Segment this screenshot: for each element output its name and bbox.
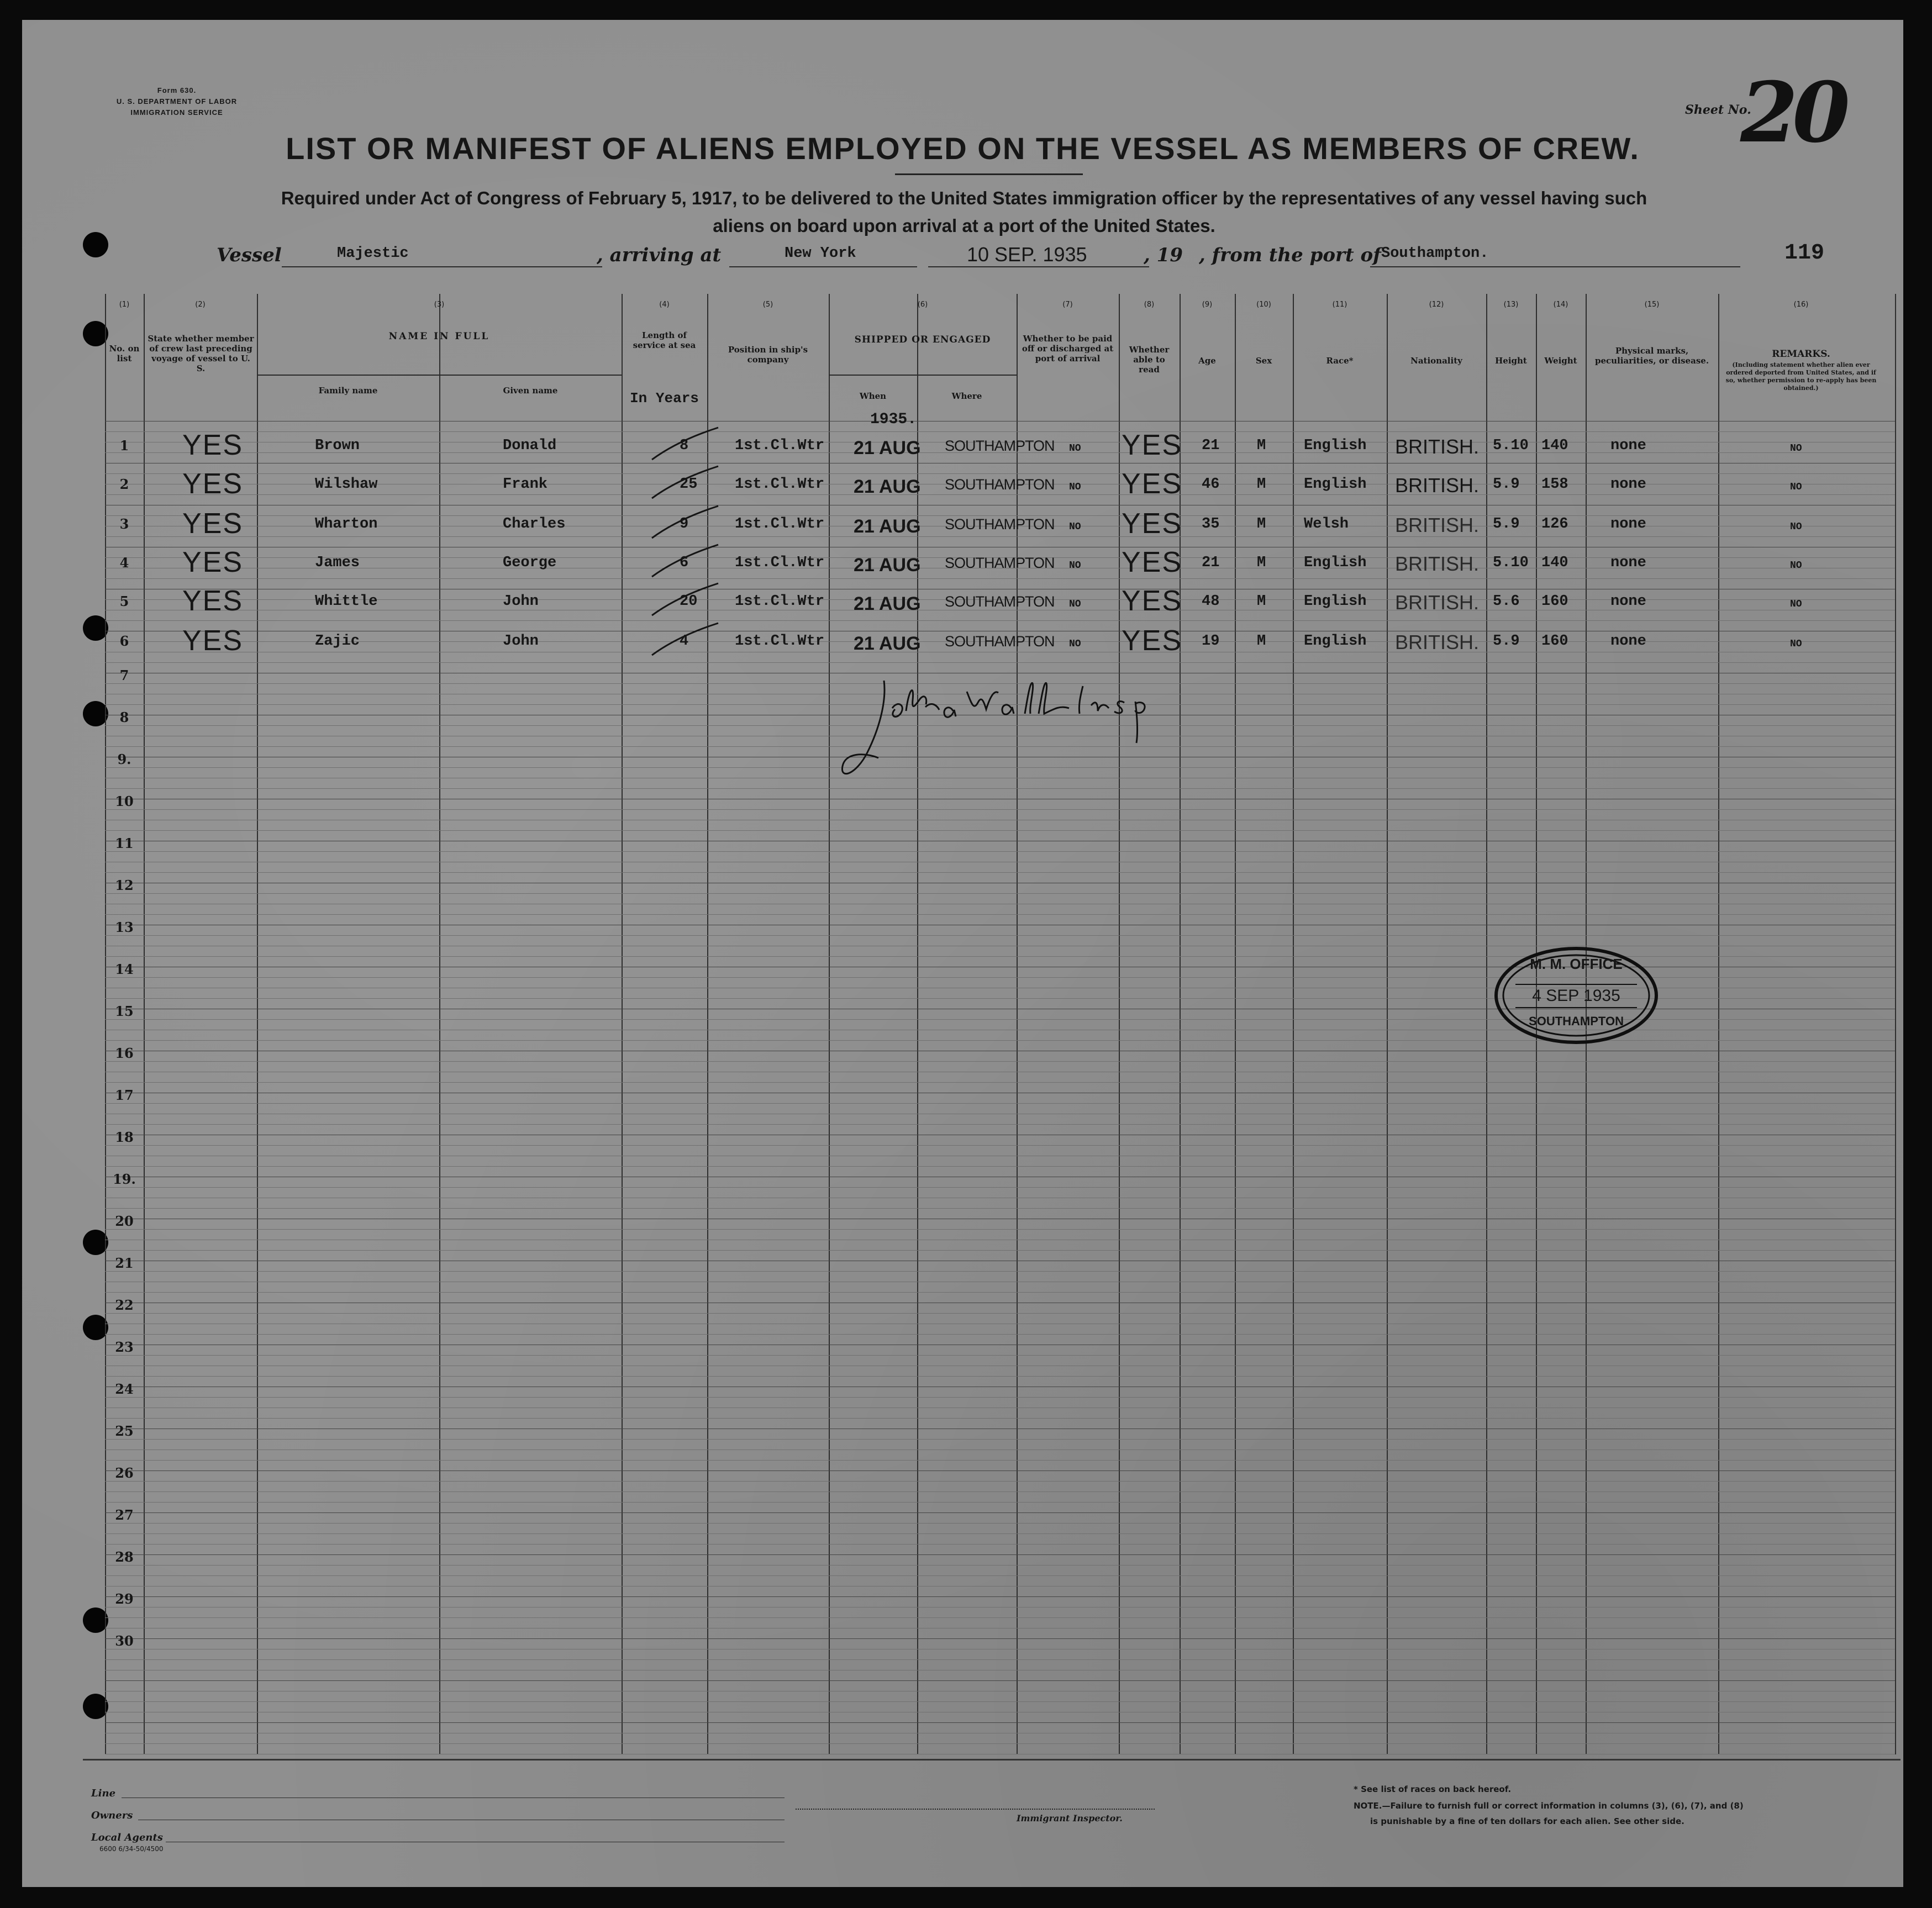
mm-office-stamp <box>1493 946 1659 1045</box>
cell-age: 46 <box>1202 476 1220 493</box>
cell-sex: M <box>1257 476 1266 493</box>
year-label: , 19 <box>1144 244 1183 266</box>
ruling-line <box>105 473 1895 474</box>
ruling-line <box>105 935 1895 936</box>
cell-service: 9 <box>680 516 689 533</box>
form-department: U. S. DEPARTMENT OF LABOR <box>116 97 238 106</box>
row-line <box>105 1722 1895 1723</box>
cell-service: 6 <box>680 555 689 571</box>
header-no-on-list: No. on list <box>109 344 140 363</box>
header-remarks-note: (Including statement whether alien ever ordered deported from United States, and if so, whether permission to re-apply has been obtained.) <box>1725 361 1877 392</box>
arriving-port: New York <box>785 245 856 262</box>
col-num: (9) <box>1202 301 1213 309</box>
cell-read: YES <box>1122 468 1183 500</box>
col-num: (5) <box>762 301 773 309</box>
cell-sex: M <box>1257 438 1266 454</box>
header-length-service: Length of service at sea <box>633 330 696 350</box>
grid-column-line <box>1293 294 1294 1754</box>
print-code: 6600 6/34-50/4500 <box>99 1845 164 1853</box>
cell-member: YES <box>182 585 244 617</box>
cell-nationality: BRITISH. <box>1395 631 1480 653</box>
cell-race: English <box>1304 476 1367 493</box>
row-number: 24 <box>115 1381 134 1397</box>
ruling-line <box>105 1701 1895 1702</box>
cell-service: 20 <box>680 593 698 610</box>
ruling-line <box>105 1376 1895 1377</box>
arrival-date-stamp: 10 SEP. 1935 <box>967 243 1087 266</box>
arriving-label: , arriving at <box>597 244 722 266</box>
cell-weight: 140 <box>1541 555 1568 571</box>
subtitle-line-1: Required under Act of Congress of February 5, 1917, to be delivered to the United States immigration officer by the representatives of any vessel having such <box>281 188 1647 208</box>
col-num: (4) <box>659 301 670 309</box>
crew-table <box>105 294 1895 1754</box>
cell-height: 5.10 <box>1493 438 1529 454</box>
cell-service: 25 <box>680 476 698 493</box>
header-weight: Weight <box>1544 356 1577 366</box>
races-note: * See list of races on back hereof. <box>1354 1784 1512 1794</box>
cell-weight: 160 <box>1541 593 1568 610</box>
cell-given: George <box>503 555 557 571</box>
cell-read: YES <box>1122 546 1183 578</box>
grid-column-line <box>439 294 440 1754</box>
row-number: 23 <box>115 1339 134 1355</box>
cell-no: 5 <box>119 593 129 609</box>
cell-race: English <box>1304 438 1367 454</box>
row-number: 11 <box>115 835 134 851</box>
ruling-line <box>105 578 1895 579</box>
header-family-name: Family name <box>318 386 378 396</box>
ruling-line <box>105 1124 1895 1125</box>
row-number: 25 <box>115 1423 134 1439</box>
year-note: 1935. <box>870 411 917 428</box>
header-sex: Sex <box>1255 356 1272 366</box>
cell-physical: none <box>1610 555 1646 571</box>
header-when: When <box>859 391 887 401</box>
stamp-bottom-text: SOUTHAMPTON <box>1529 1014 1624 1028</box>
row-number: 20 <box>115 1213 134 1229</box>
vessel-line <box>22 241 1903 274</box>
cell-no: 2 <box>119 476 129 492</box>
ruling-line <box>105 893 1895 894</box>
col-num: (16) <box>1793 301 1809 309</box>
col-num: (1) <box>119 301 130 309</box>
cell-physical: none <box>1610 476 1646 493</box>
ruling-line <box>105 1565 1895 1566</box>
cell-physical: none <box>1610 438 1646 454</box>
inspector-line <box>796 1809 1155 1810</box>
ruling-line <box>105 1502 1895 1503</box>
cell-family: Wilshaw <box>315 476 378 493</box>
col-num: (13) <box>1503 301 1519 309</box>
header-where: Where <box>951 391 982 401</box>
cell-race: English <box>1304 633 1367 650</box>
grid-column-line <box>1718 294 1719 1754</box>
ruling-line <box>105 872 1895 873</box>
ruling-line <box>105 431 1895 432</box>
cell-height: 5.9 <box>1493 516 1520 533</box>
cell-age: 19 <box>1202 633 1220 650</box>
cell-given: Frank <box>503 476 548 493</box>
ruling-line <box>105 1586 1895 1587</box>
grid-column-line <box>917 294 918 1754</box>
header-position: Position in ship's company <box>728 345 808 365</box>
cell-given: Donald <box>503 438 557 454</box>
row-number: 28 <box>115 1549 134 1565</box>
form-service: IMMIGRATION SERVICE <box>130 108 223 117</box>
service-check-mark <box>646 621 724 660</box>
manifest-sheet <box>22 20 1903 1887</box>
cell-sex: M <box>1257 555 1266 571</box>
header-shipped-engaged: SHIPPED OR ENGAGED <box>854 334 991 345</box>
vessel-label: Vessel <box>217 244 282 266</box>
cell-position: 1st.Cl.Wtr <box>735 438 825 454</box>
page-title: LIST OR MANIFEST OF ALIENS EMPLOYED ON THE VESSEL AS MEMBERS OF CREW. <box>286 131 1640 166</box>
ruling-line <box>105 1533 1895 1534</box>
ruling-line <box>105 1397 1895 1398</box>
service-check-mark <box>646 464 724 503</box>
ruling-line <box>105 1659 1895 1660</box>
header-paid-off: Whether to be paid off or discharged at port of arrival <box>1022 334 1114 363</box>
ruling-line <box>105 1439 1895 1440</box>
cell-remarks: NO <box>1790 443 1802 454</box>
cell-sex: M <box>1257 516 1266 533</box>
cell-physical: none <box>1610 516 1646 533</box>
grid-column-line <box>622 294 623 1754</box>
row-number: 10 <box>115 793 134 809</box>
row-number: 26 <box>115 1465 134 1481</box>
ruling-line <box>105 1061 1895 1062</box>
ruling-line <box>105 1355 1895 1356</box>
row-number: 8 <box>119 709 129 725</box>
sheet-number: 20 <box>1740 64 1845 161</box>
row-number: 27 <box>115 1507 134 1523</box>
footer-rule <box>83 1759 1901 1761</box>
cell-sex: M <box>1257 633 1266 650</box>
ruling-line <box>105 1166 1895 1167</box>
cell-read: YES <box>1122 625 1183 657</box>
cell-member: YES <box>182 468 244 500</box>
cell-sex: M <box>1257 593 1266 610</box>
grid-column-line <box>1017 294 1018 1754</box>
header-able-to-read: Whether able to read <box>1129 345 1170 375</box>
row-number: 16 <box>115 1045 134 1061</box>
from-port: Southampton. <box>1381 245 1489 262</box>
cell-when: 21 AUG <box>854 438 921 458</box>
grid-column-line <box>829 294 830 1754</box>
col-num: (3) <box>434 301 445 309</box>
form-identifier <box>72 85 282 118</box>
cell-member: YES <box>182 429 244 461</box>
ruling-line <box>105 1103 1895 1104</box>
cell-where: SOUTHAMPTON <box>945 516 1055 533</box>
cell-when: 21 AUG <box>854 476 921 497</box>
row-number: 13 <box>115 919 134 935</box>
cell-height: 5.9 <box>1493 633 1520 650</box>
header-given-name: Given name <box>503 386 558 396</box>
col-num: (15) <box>1644 301 1660 309</box>
cell-height: 5.9 <box>1493 476 1520 493</box>
cell-where: SOUTHAMPTON <box>945 476 1055 493</box>
header-in-years: In Years <box>630 390 699 407</box>
from-port-underline <box>1370 266 1740 267</box>
ruling-line <box>105 1145 1895 1146</box>
row-number: 22 <box>115 1297 134 1313</box>
ruling-line <box>105 1418 1895 1419</box>
grid-column-line <box>105 294 106 1754</box>
cell-where: SOUTHAMPTON <box>945 438 1055 454</box>
cell-when: 21 AUG <box>854 555 921 576</box>
header-name-in-full: NAME IN FULL <box>388 331 490 342</box>
row-number: 9. <box>117 751 131 767</box>
row-line <box>105 1554 1895 1555</box>
row-number: 7 <box>119 667 129 683</box>
cell-nationality: BRITISH. <box>1395 435 1480 458</box>
row-line <box>105 1512 1895 1513</box>
ruling-line <box>105 662 1895 663</box>
header-nationality: Nationality <box>1410 356 1462 366</box>
col-num: (14) <box>1553 301 1568 309</box>
cell-service: 4 <box>680 633 689 650</box>
from-port-label: , from the port of <box>1199 244 1381 266</box>
cell-paid-off: NO <box>1069 560 1081 571</box>
cell-age: 21 <box>1202 438 1220 454</box>
cell-read: YES <box>1122 429 1183 461</box>
vessel-name: Majestic <box>337 245 409 262</box>
ruling-line <box>105 1187 1895 1188</box>
service-check-mark <box>646 542 724 581</box>
cell-given: John <box>503 593 539 610</box>
cell-remarks: NO <box>1790 560 1802 571</box>
cell-weight: 160 <box>1541 633 1568 650</box>
col-num: (2) <box>195 301 206 309</box>
cell-where: SOUTHAMPTON <box>945 593 1055 610</box>
header-subdivider <box>257 375 622 376</box>
row-number: 18 <box>115 1129 134 1145</box>
cell-no: 1 <box>119 438 129 454</box>
ruling-line <box>105 1334 1895 1335</box>
cell-position: 1st.Cl.Wtr <box>735 593 825 610</box>
ruling-line <box>105 830 1895 831</box>
cell-when: 21 AUG <box>854 593 921 614</box>
cell-no: 4 <box>119 555 129 571</box>
vessel-underline <box>282 266 602 267</box>
cell-service: 8 <box>680 438 689 454</box>
row-line <box>105 1596 1895 1597</box>
col-num: (12) <box>1429 301 1444 309</box>
row-line <box>105 1680 1895 1681</box>
cell-age: 21 <box>1202 555 1220 571</box>
inspector-label: Immigrant Inspector. <box>1017 1813 1123 1823</box>
cell-given: Charles <box>503 516 566 533</box>
cell-family: James <box>315 555 360 571</box>
stamp-top-text: M. M. OFFICE <box>1530 956 1623 972</box>
ruling-line <box>105 1617 1895 1618</box>
ruling-line <box>105 536 1895 537</box>
subtitle <box>204 185 1724 240</box>
cell-where: SOUTHAMPTON <box>945 555 1055 571</box>
service-check-mark <box>646 581 724 620</box>
cell-race: Welsh <box>1304 516 1349 533</box>
cell-position: 1st.Cl.Wtr <box>735 555 825 571</box>
row-line <box>105 1470 1895 1471</box>
grid-column-line <box>257 294 258 1754</box>
header-member-of-crew: State whether member of crew last preceding voyage of vessel to U. S. <box>148 334 254 373</box>
cell-where: SOUTHAMPTON <box>945 633 1055 650</box>
cell-weight: 158 <box>1541 476 1568 493</box>
cell-age: 48 <box>1202 593 1220 610</box>
ruling-line <box>105 1271 1895 1272</box>
sheet-label: Sheet No. <box>1685 103 1751 117</box>
service-check-mark <box>646 425 724 464</box>
cell-read: YES <box>1122 585 1183 617</box>
ruling-line <box>105 494 1895 495</box>
cell-member: YES <box>182 625 244 657</box>
service-check-mark <box>646 504 724 542</box>
ruling-line <box>105 1229 1895 1230</box>
row-number: 14 <box>115 961 134 977</box>
cell-paid-off: NO <box>1069 482 1081 493</box>
line-label: Line <box>91 1788 116 1799</box>
ruling-line <box>105 1491 1895 1492</box>
ruling-line <box>105 1523 1895 1524</box>
cell-family: Whittle <box>315 593 378 610</box>
header-age: Age <box>1198 356 1216 366</box>
cell-remarks: NO <box>1790 599 1802 610</box>
cell-race: English <box>1304 555 1367 571</box>
cell-remarks: NO <box>1790 639 1802 650</box>
cell-remarks: NO <box>1790 521 1802 533</box>
cell-when: 21 AUG <box>854 633 921 654</box>
cell-no: 3 <box>119 516 129 532</box>
cell-weight: 126 <box>1541 516 1568 533</box>
cell-paid-off: NO <box>1069 443 1081 454</box>
cell-paid-off: NO <box>1069 599 1081 610</box>
form-number: Form 630. <box>157 86 197 94</box>
grid-column-line <box>1119 294 1120 1754</box>
ruling-line <box>105 1208 1895 1209</box>
cell-physical: none <box>1610 593 1646 610</box>
row-number: 30 <box>115 1633 134 1649</box>
stamp-date: 4 SEP 1935 <box>1532 987 1620 1005</box>
cell-height: 5.6 <box>1493 593 1520 610</box>
header-remarks: REMARKS. <box>1772 349 1830 360</box>
cell-remarks: NO <box>1790 482 1802 493</box>
cell-read: YES <box>1122 508 1183 540</box>
cell-when: 21 AUG <box>854 516 921 537</box>
note-line-2: is punishable by a fine of ten dollars for each alien. See other side. <box>1370 1816 1684 1826</box>
ruling-line <box>105 851 1895 852</box>
cell-height: 5.10 <box>1493 555 1529 571</box>
cell-race: English <box>1304 593 1367 610</box>
row-number: 29 <box>115 1591 134 1607</box>
cell-family: Brown <box>315 438 360 454</box>
col-num: (7) <box>1062 301 1073 309</box>
grid-column-line <box>1387 294 1388 1754</box>
cell-nationality: BRITISH. <box>1395 474 1480 497</box>
ruling-line <box>105 1082 1895 1083</box>
ruling-line <box>105 1460 1895 1461</box>
header-height: Height <box>1495 356 1527 366</box>
title-divider <box>895 173 1083 175</box>
ruling-line <box>105 1575 1895 1576</box>
cell-member: YES <box>182 546 244 578</box>
grid-column-line <box>144 294 145 1754</box>
ruling-line <box>105 620 1895 621</box>
row-number: 21 <box>115 1255 134 1271</box>
cell-age: 35 <box>1202 516 1220 533</box>
row-number: 19. <box>113 1171 136 1187</box>
col-num: (8) <box>1144 301 1155 309</box>
col-num: (11) <box>1332 301 1347 309</box>
ruling-line <box>105 1250 1895 1251</box>
ruling-line <box>105 1313 1895 1314</box>
row-number: 12 <box>115 877 134 893</box>
cell-paid-off: NO <box>1069 639 1081 650</box>
date-underline <box>928 266 1149 267</box>
cell-given: John <box>503 633 539 650</box>
cell-nationality: BRITISH. <box>1395 591 1480 614</box>
cell-paid-off: NO <box>1069 521 1081 533</box>
row-number: 17 <box>115 1087 134 1103</box>
cell-position: 1st.Cl.Wtr <box>735 476 825 493</box>
form-footer <box>22 1759 1903 1886</box>
ruling-line <box>105 1544 1895 1545</box>
header-physical-marks: Physical marks, peculiarities, or disease. <box>1594 346 1709 366</box>
header-race: Race* <box>1326 356 1354 366</box>
ruling-line <box>105 914 1895 915</box>
header-subdivider <box>829 375 1017 376</box>
cell-physical: none <box>1610 633 1646 650</box>
cell-weight: 140 <box>1541 438 1568 454</box>
ruling-line <box>105 1481 1895 1482</box>
row-number: 15 <box>115 1003 134 1019</box>
grid-column-line <box>1895 294 1896 1754</box>
grid-column-line <box>1486 294 1487 1754</box>
cell-position: 1st.Cl.Wtr <box>735 516 825 533</box>
agents-label: Local Agents <box>91 1832 163 1843</box>
row-line <box>105 1638 1895 1639</box>
cell-family: Zajic <box>315 633 360 650</box>
cell-nationality: BRITISH. <box>1395 552 1480 575</box>
subtitle-line-2: aliens on board upon arrival at a port of the United States. <box>713 215 1215 236</box>
ruling-line <box>105 1743 1895 1744</box>
col-num: (6) <box>917 301 928 309</box>
note-line-1: NOTE.—Failure to furnish full or correct information in columns (3), (6), (7), and (8) <box>1354 1801 1744 1811</box>
ruling-line <box>105 809 1895 810</box>
ruling-line <box>105 1292 1895 1293</box>
cell-member: YES <box>182 508 244 540</box>
owners-label: Owners <box>91 1810 133 1821</box>
cell-position: 1st.Cl.Wtr <box>735 633 825 650</box>
cell-family: Wharton <box>315 516 378 533</box>
list-number: 119 <box>1784 241 1825 266</box>
cell-nationality: BRITISH. <box>1395 514 1480 536</box>
cell-no: 6 <box>119 633 129 649</box>
grid-column-line <box>1235 294 1236 1754</box>
col-num: (10) <box>1256 301 1271 309</box>
arriving-underline <box>729 266 917 267</box>
